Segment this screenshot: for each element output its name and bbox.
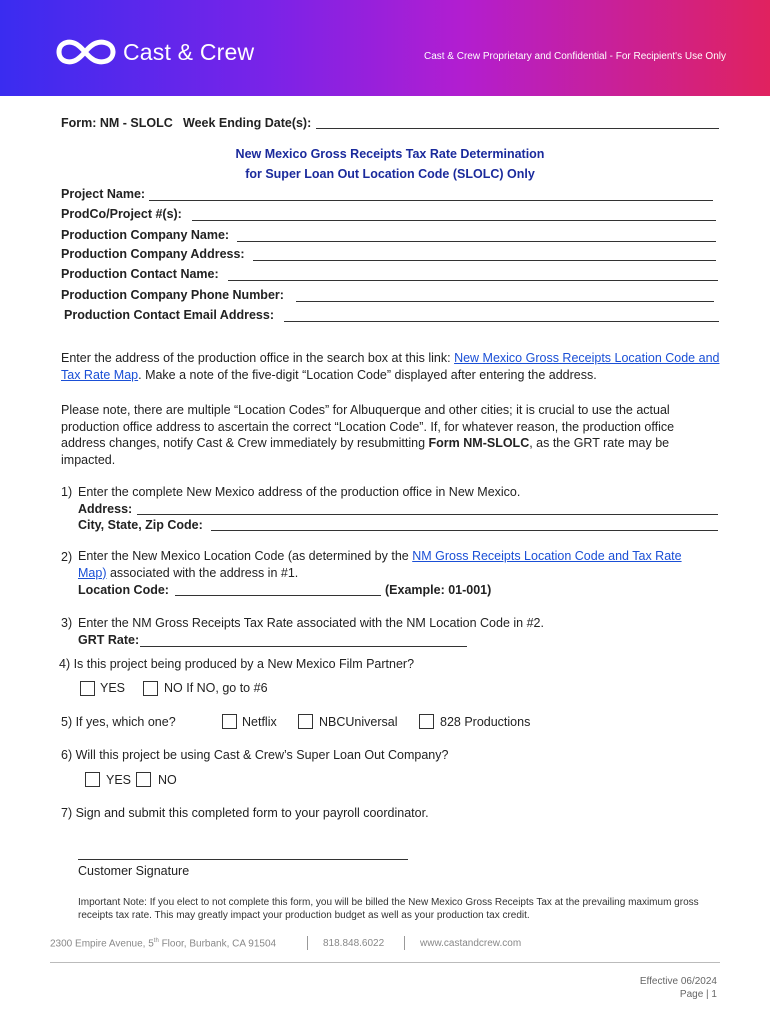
- confidential-notice: Cast & Crew Proprietary and Confidential - For Recipient's Use Only: [423, 51, 726, 62]
- footer-separator: [307, 936, 308, 950]
- intro-p1-text: Enter the address of the production office in the search box at this link:: [61, 351, 455, 365]
- intro-p2-text-after: , as the GRT rate may be impacted.: [61, 436, 670, 467]
- production-company-address-label: Production Company Address:: [61, 247, 245, 261]
- step-2-number: 2): [61, 550, 73, 564]
- step-2-text-after: associated with the address in #1.: [106, 565, 299, 580]
- netflix-checkbox[interactable]: [222, 714, 237, 729]
- step-3-number: 3): [61, 616, 73, 630]
- footer-divider: [50, 962, 720, 963]
- prodco-project-label: ProdCo/Project #(s):: [61, 207, 182, 221]
- step-6-text: 6) Will this project be using Cast & Crew’s Super Loan Out Company?: [61, 748, 449, 762]
- city-state-zip-label: City, State, Zip Code:: [78, 518, 203, 532]
- 828-productions-label: 828 Productions: [440, 715, 531, 729]
- film-partner-yes-label: YES: [100, 681, 126, 695]
- brand-logo: [55, 36, 254, 68]
- signature-label: Customer Signature: [78, 864, 190, 878]
- footer-address-city: Floor, Burbank, CA 91504: [158, 938, 277, 950]
- city-state-zip-field[interactable]: [211, 530, 718, 531]
- step-1-text: Enter the complete New Mexico address of the production office in New Mexico.: [78, 485, 521, 499]
- super-loan-out-yes-label: YES: [106, 773, 132, 787]
- film-partner-no-checkbox[interactable]: [143, 681, 158, 696]
- important-note: Important Note: If you elect to not complete this form, you will be billed the New Mexico Gross Receipts Tax at the prevailing maximum gross receipts tax rate. This may greatly impact your production budget as well as your production tax credit.: [78, 897, 699, 921]
- page-number: Page | 1: [679, 989, 717, 1000]
- location-code-field[interactable]: [175, 595, 381, 596]
- film-partner-yes-checkbox[interactable]: [80, 681, 95, 696]
- signature-field[interactable]: [78, 859, 408, 860]
- footer-address: [50, 938, 276, 949]
- footer-phone: 818.848.6022: [323, 938, 385, 949]
- production-email-label: Production Contact Email Address:: [64, 308, 274, 322]
- intro-p2-text: Please note, there are multiple “Location Codes” for Albuquerque and other cities; it is crucial to use the actual production office address to ascertain the correct “Location Code”. If, for whatever reason, the production office address changes, notify Cast & Crew immediately by resubmitting: [61, 403, 675, 450]
- 828-productions-checkbox[interactable]: [419, 714, 434, 729]
- project-name-label: Project Name:: [61, 187, 146, 201]
- production-contact-name-label: Production Contact Name:: [61, 267, 219, 281]
- header-banner: [0, 0, 770, 96]
- form-label: Form: NM - SLOLC: [61, 116, 173, 130]
- production-email-field[interactable]: [284, 321, 719, 322]
- footer-address-sup: th: [153, 938, 159, 944]
- step-1-number: 1): [61, 485, 73, 499]
- cast-crew-logo-icon: [55, 36, 117, 68]
- nbcuniversal-checkbox[interactable]: [298, 714, 313, 729]
- production-phone-label: Production Company Phone Number:: [61, 288, 284, 302]
- form-title-line1: New Mexico Gross Receipts Tax Rate Determination: [235, 147, 545, 161]
- production-company-name-field[interactable]: [237, 241, 716, 242]
- intro-p1-text-after: . Make a note of the five-digit “Location Code” displayed after entering the address.: [138, 367, 597, 382]
- week-ending-label: Week Ending Date(s):: [183, 116, 312, 130]
- effective-date: Effective 06/2024: [639, 976, 717, 987]
- step-5-text: 5) If yes, which one?: [61, 715, 176, 729]
- super-loan-out-no-checkbox[interactable]: [136, 772, 151, 787]
- location-code-example: (Example: 01-001): [385, 583, 492, 597]
- footer-website[interactable]: www.castandcrew.com: [420, 938, 522, 949]
- film-partner-no-label: NO If NO, go to #6: [164, 681, 268, 695]
- form-reference: Form NM-SLOLC: [428, 436, 530, 450]
- super-loan-out-no-label: NO: [158, 773, 177, 787]
- project-name-field[interactable]: [149, 200, 713, 201]
- nm-grt-map-link[interactable]: NM Gross Receipts Location Code and Tax Rate Map): [78, 549, 682, 580]
- step-3-text: Enter the NM Gross Receipts Tax Rate associated with the NM Location Code in #2.: [78, 616, 544, 630]
- step-4-text: 4) Is this project being produced by a New Mexico Film Partner?: [59, 657, 415, 671]
- footer-separator: [404, 936, 405, 950]
- production-contact-name-field[interactable]: [228, 280, 718, 281]
- netflix-label: Netflix: [242, 715, 277, 729]
- address-field[interactable]: [137, 514, 718, 515]
- step-2-text-before: Enter the New Mexico Location Code (as determined by the: [78, 549, 413, 563]
- intro-paragraph-1: [61, 350, 721, 383]
- grt-rate-field[interactable]: [140, 646, 467, 647]
- brand-name: Cast & Crew: [123, 38, 255, 65]
- address-label: Address:: [78, 502, 133, 516]
- step-2-text: [78, 548, 703, 581]
- nbcuniversal-label: NBCUniversal: [319, 715, 398, 729]
- form-title-line2: for Super Loan Out Location Code (SLOLC) Only: [245, 167, 535, 181]
- prodco-project-field[interactable]: [192, 220, 716, 221]
- location-code-label: Location Code:: [78, 583, 169, 597]
- intro-paragraph-2: [61, 402, 721, 468]
- production-company-address-field[interactable]: [253, 260, 716, 261]
- production-company-name-label: Production Company Name:: [61, 228, 230, 242]
- grt-rate-label: GRT Rate:: [78, 633, 140, 647]
- week-ending-field[interactable]: [316, 128, 719, 129]
- step-7-text: 7) Sign and submit this completed form to your payroll coordinator.: [61, 806, 429, 820]
- grt-location-map-link[interactable]: New Mexico Gross Receipts Location Code and Tax Rate Map: [61, 351, 720, 382]
- production-phone-field[interactable]: [296, 301, 714, 302]
- super-loan-out-yes-checkbox[interactable]: [85, 772, 100, 787]
- footer-address-street: 2300 Empire Avenue, 5: [50, 938, 154, 950]
